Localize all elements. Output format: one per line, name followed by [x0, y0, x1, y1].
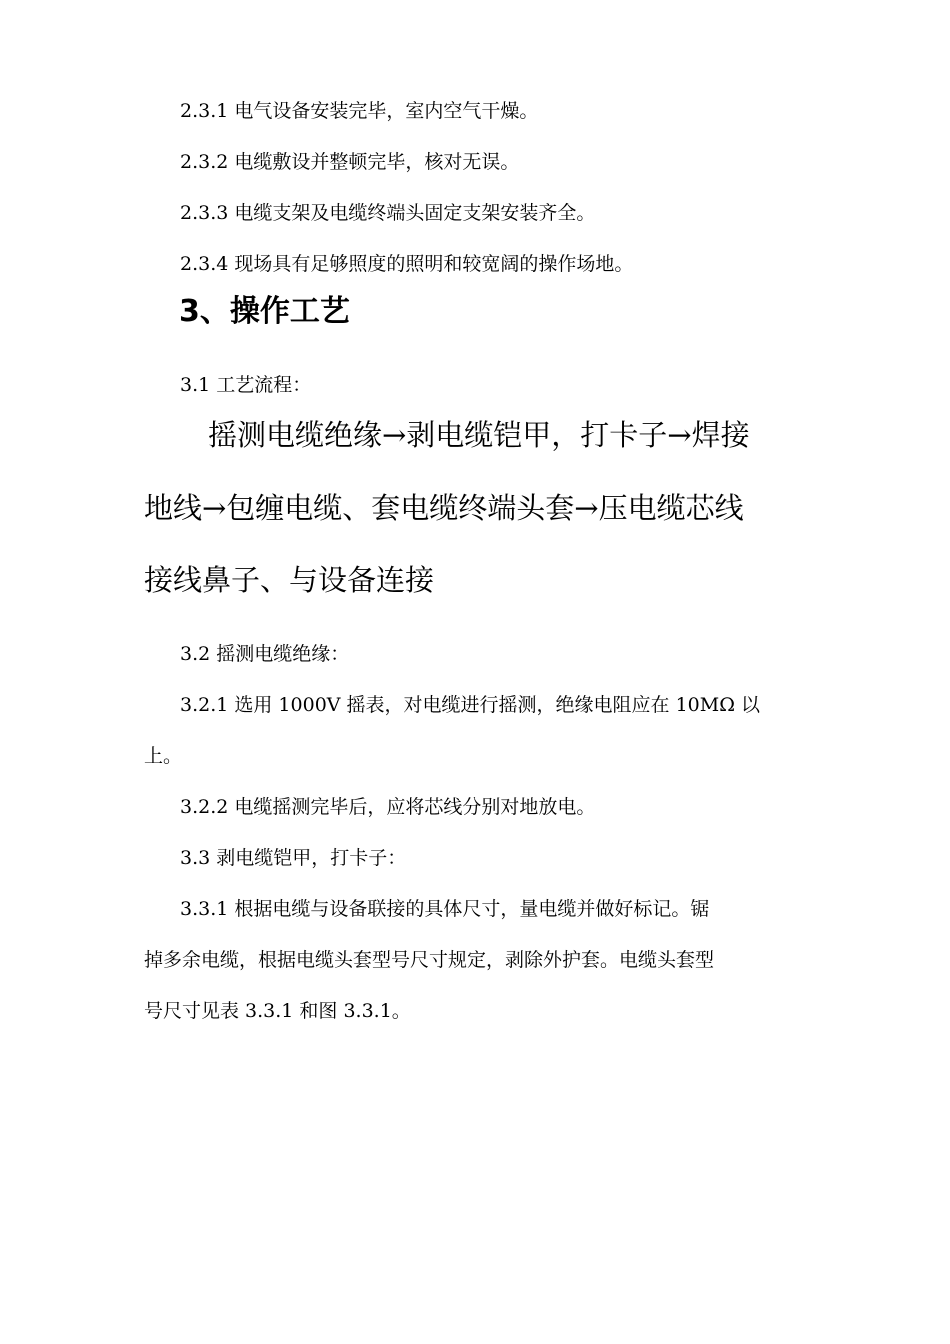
- paragraph-3-2-1-line-2: 上。: [144, 745, 183, 767]
- paragraph-2-3-4: 2.3.4 现场具有足够照度的照明和较宽阔的操作场地。: [180, 253, 634, 275]
- subsection-title-3-3: 3.3 剥电缆铠甲，打卡子：: [180, 847, 407, 869]
- paragraph-3-2-1-line-1: 3.2.1 选用 1000V 摇表，对电缆进行摇测，绝缘电阻应在 10MΩ 以: [180, 694, 761, 716]
- subsection-title-3-1: 3.1 工艺流程：: [180, 374, 312, 396]
- paragraph-3-2-2: 3.2.2 电缆摇测完毕后，应将芯线分别对地放电。: [180, 796, 596, 818]
- process-flow-line-2: 地线→包缠电缆、套电缆终端头套→压电缆芯线: [144, 491, 744, 525]
- paragraph-3-3-1-line-1: 3.3.1 根据电缆与设备联接的具体尺寸，量电缆并做好标记。锯: [180, 898, 710, 920]
- subsection-title-3-2: 3.2 摇测电缆绝缘：: [180, 643, 350, 665]
- paragraph-2-3-1: 2.3.1 电气设备安装完毕，室内空气干燥。: [180, 100, 539, 122]
- section-heading-3: 3、操作工艺: [179, 294, 350, 329]
- process-flow-line-3: 接线鼻子、与设备连接: [144, 563, 435, 597]
- paragraph-3-3-1-line-2: 掉多余电缆，根据电缆头套型号尺寸规定，剥除外护套。电缆头套型: [144, 949, 715, 971]
- process-flow-line-1: 摇测电缆绝缘→剥电缆铠甲，打卡子→焊接: [208, 418, 750, 452]
- paragraph-3-3-1-line-3: 号尺寸见表 3.3.1 和图 3.3.1。: [144, 1000, 411, 1022]
- paragraph-2-3-2: 2.3.2 电缆敷设并整顿完毕，核对无误。: [180, 151, 520, 173]
- paragraph-2-3-3: 2.3.3 电缆支架及电缆终端头固定支架安装齐全。: [180, 202, 596, 224]
